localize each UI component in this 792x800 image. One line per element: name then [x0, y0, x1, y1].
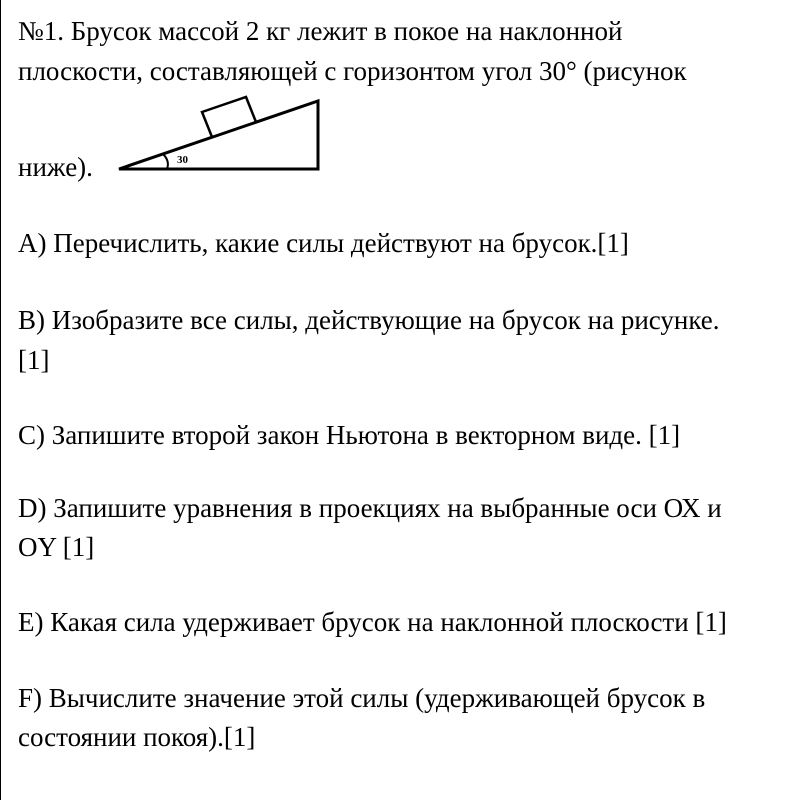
- question-e: E) Какая сила удерживает брусок на наклонной плоскости [1]: [18, 607, 727, 637]
- block: [202, 97, 256, 137]
- problem-line-1: №1. Брусок массой 2 кг лежит в покое на наклонной: [18, 16, 623, 46]
- question-b-line-2: [1]: [18, 345, 50, 375]
- question-c: С) Запишите второй закон Ньютона в векторном виде. [1]: [18, 420, 681, 450]
- angle-arc: [163, 154, 168, 169]
- inclined-plane-figure: [113, 92, 325, 176]
- problem-line-2: плоскости, составляющей с горизонтом угол 30° (рисунок: [18, 56, 687, 86]
- question-f-line-2: состоянии покоя).[1]: [18, 722, 256, 752]
- question-f-line-1: F) Вычислите значение этой силы (удерживающей брусок в: [18, 683, 706, 713]
- question-d-line-2: OY [1]: [18, 532, 95, 562]
- question-b-line-1: В) Изобразите все силы, действующие на брусок на рисунке.: [18, 305, 720, 335]
- question-a: А) Перечислить, какие силы действуют на брусок.[1]: [18, 228, 629, 258]
- angle-label: 30: [177, 154, 188, 166]
- problem-line-3: ниже).: [18, 152, 93, 182]
- question-d-line-1: D) Запишите уравнения в проекциях на выбранные оси ОХ и: [18, 493, 722, 523]
